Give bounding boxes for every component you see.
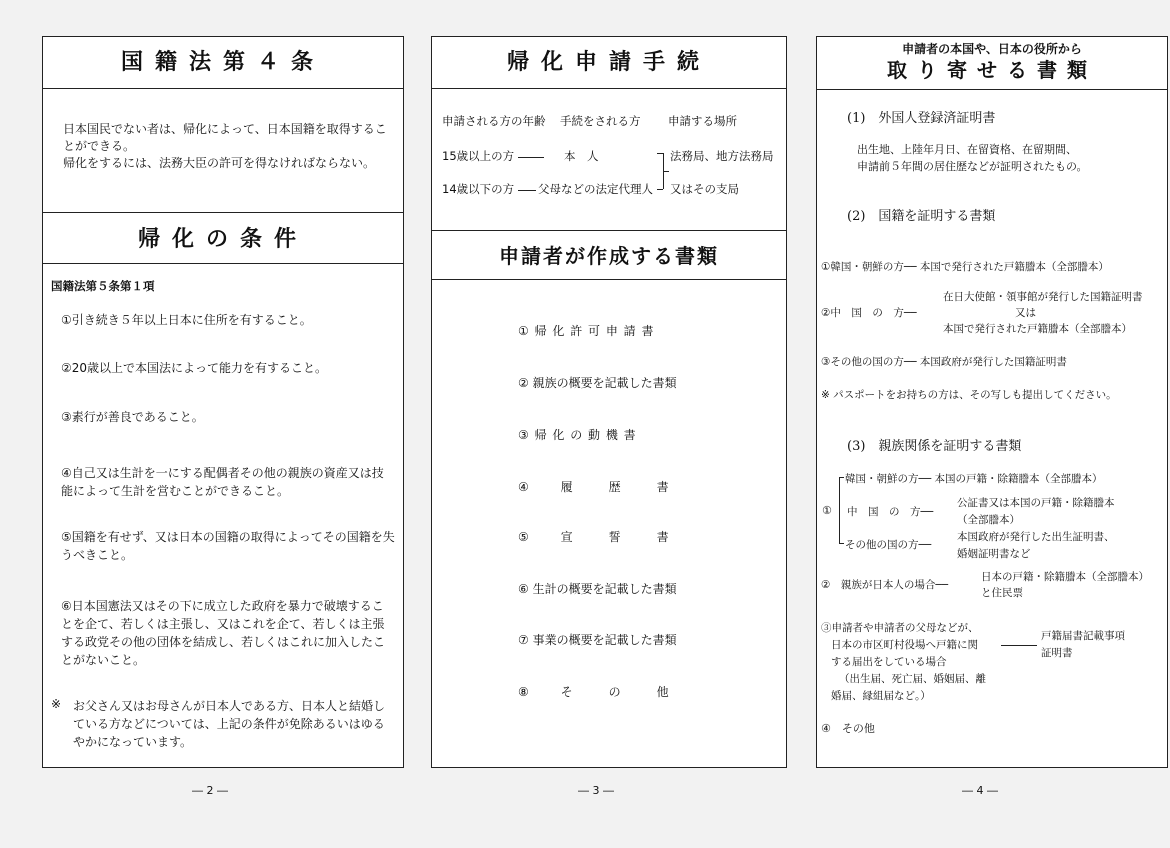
section-3-other-2: 婚姻証明書など	[957, 548, 1031, 560]
page-2-panel	[42, 36, 404, 768]
item-3-line-2: 日本の市区町村役場へ戸籍に関	[831, 639, 978, 651]
doc-7: ⑦ 事業の概要を記載した書類	[518, 633, 677, 647]
item-4: ④ その他	[821, 722, 875, 735]
section-1-heading: (1) 外国人登録済証明書	[847, 111, 996, 126]
section-3-other-1: 本国政府が発行した出生証明書、	[957, 531, 1115, 543]
row-1-age: 15歳以上の方	[442, 149, 515, 163]
section-2-other: ③その他の国の方── 本国政府が発行した国籍証明書	[821, 356, 1067, 368]
condition-3: ③素行が善良であること。	[61, 410, 204, 424]
row-1-who: 本 人	[564, 149, 599, 163]
section-2-china-label: ②中 国 の 方──	[821, 307, 917, 319]
article-4-text-2: 帰化をするには、法務大臣の許可を得なければならない。	[63, 156, 376, 170]
section-3-china-label: 中 国 の 方──	[847, 506, 934, 518]
row-2-who: 父母などの法定代理人	[538, 182, 653, 196]
doc-3: ③ 帰 化 の 動 機 書	[518, 428, 637, 442]
doc-2: ② 親族の概要を記載した書類	[518, 376, 677, 390]
section-3-other-label: その他の国の方──	[845, 539, 932, 551]
row-2-age: 14歳以下の方	[442, 182, 515, 196]
item-3-line-3: する届出をしている場合	[831, 656, 947, 668]
doc-8: ⑧ そ の 他	[518, 685, 669, 699]
page-number-4: ― 4 ―	[962, 784, 998, 797]
doc-5: ⑤ 宣 誓 書	[518, 530, 669, 544]
section-2-china-2: 本国で発行された戸籍謄本（全部謄本）	[943, 323, 1132, 335]
conditions-title: 帰化の条件	[43, 215, 403, 264]
item-3-line-1: ③申請者や申請者の父母などが、	[821, 622, 979, 634]
title-small: 申請者の本国や、日本の役所から	[902, 42, 1082, 56]
section-3-china-1: 公証書又は本国の戸籍・除籍謄本	[957, 497, 1115, 509]
doc-1: ① 帰 化 許 可 申 請 書	[518, 324, 655, 338]
condition-5: ⑤国籍を有せず、又は日本の国籍の取得によってその国籍を失うべきこと。	[61, 530, 395, 562]
condition-1: ①引き続き５年以上日本に住所を有すること。	[61, 313, 312, 327]
section-2-heading: (2) 国籍を証明する書類	[847, 209, 996, 224]
item-3-result-2: 証明書	[1041, 647, 1073, 659]
article-4-title: 国籍法第４条	[43, 37, 403, 89]
section-3-china-2: （全部謄本）	[957, 514, 1020, 526]
item-3-result-1: 戸籍届書記載事項	[1041, 630, 1125, 642]
header-where: 申請する場所	[668, 114, 737, 128]
section-3-num-1: ①	[822, 504, 832, 517]
doc-4: ④ 履 歴 書	[518, 480, 669, 494]
conditions-reference: 国籍法第５条第１項	[51, 279, 155, 293]
header-who: 手続をされる方	[560, 114, 641, 128]
header-age: 申請される方の年齢	[442, 114, 546, 128]
note-text: お父さん又はお母さんが日本人である方、日本人と結婚している方などについては、上記の条件が免除あるいはゆるやかになっています。	[73, 699, 386, 749]
documents-title: 申請者が作成する書類	[432, 233, 786, 280]
place-2: 又はその支局	[670, 182, 739, 196]
page-4-panel	[816, 36, 1168, 768]
section-3-japan-2: と住民票	[981, 587, 1023, 599]
section-2-china-or: 又は	[1015, 307, 1036, 319]
section-2-china-1: 在日大使館・領事館が発行した国籍証明書	[943, 291, 1143, 303]
note-mark: ※	[51, 697, 62, 711]
page-3-panel	[431, 36, 787, 768]
section-3-japan-label: ② 親族が日本人の場合──	[821, 579, 949, 591]
procedure-title: 帰化申請手続	[432, 37, 786, 89]
page-4-header	[817, 37, 1167, 90]
section-1-text-2: 申請前５年間の居住歴などが証明されたもの。	[857, 160, 1088, 173]
condition-6: ⑥日本国憲法又はその下に成立した政府を暴力で破壊することを企て、若しくは主張し、又はこれを企て、若しくは主張する政党その他の団体を結成し、若しくはこれに加入したことがないこと。	[61, 599, 386, 667]
section-2-note: ※ パスポートをお持ちの方は、その写しも提出してください。	[821, 389, 1117, 401]
place-1: 法務局、地方法務局	[670, 149, 774, 163]
section-3-heading: (3) 親族関係を証明する書類	[847, 439, 1022, 454]
condition-2: ②20歳以上で本国法によって能力を有すること。	[61, 361, 328, 375]
condition-4: ④自己又は生計を一にする配偶者その他の親族の資産又は技能によって生計を営むことができること。	[61, 466, 384, 498]
page-number-2: ― 2 ―	[192, 784, 228, 797]
section-2-korea: ①韓国・朝鮮の方── 本国で発行された戸籍謄本（全部謄本）	[821, 261, 1109, 273]
doc-6: ⑥ 生計の概要を記載した書類	[518, 582, 677, 596]
item-3-line-5: 婚届、縁組届など。）	[831, 690, 931, 702]
section-3-korea: 韓国・朝鮮の方── 本国の戸籍・除籍謄本（全部謄本）	[845, 473, 1103, 485]
title-big: 取り寄せる書類	[887, 58, 1097, 82]
article-4-text-1: 日本国民でない者は、帰化によって、日本国籍を取得することができる。	[63, 122, 387, 153]
section-1-text-1: 出生地、上陸年月日、在留資格、在留期間、	[857, 143, 1077, 156]
section-3-japan-1: 日本の戸籍・除籍謄本（全部謄本）	[981, 571, 1149, 583]
item-3-line-4: （出生届、死亡届、婚姻届、離	[839, 673, 986, 685]
page-number-3: ― 3 ―	[578, 784, 614, 797]
